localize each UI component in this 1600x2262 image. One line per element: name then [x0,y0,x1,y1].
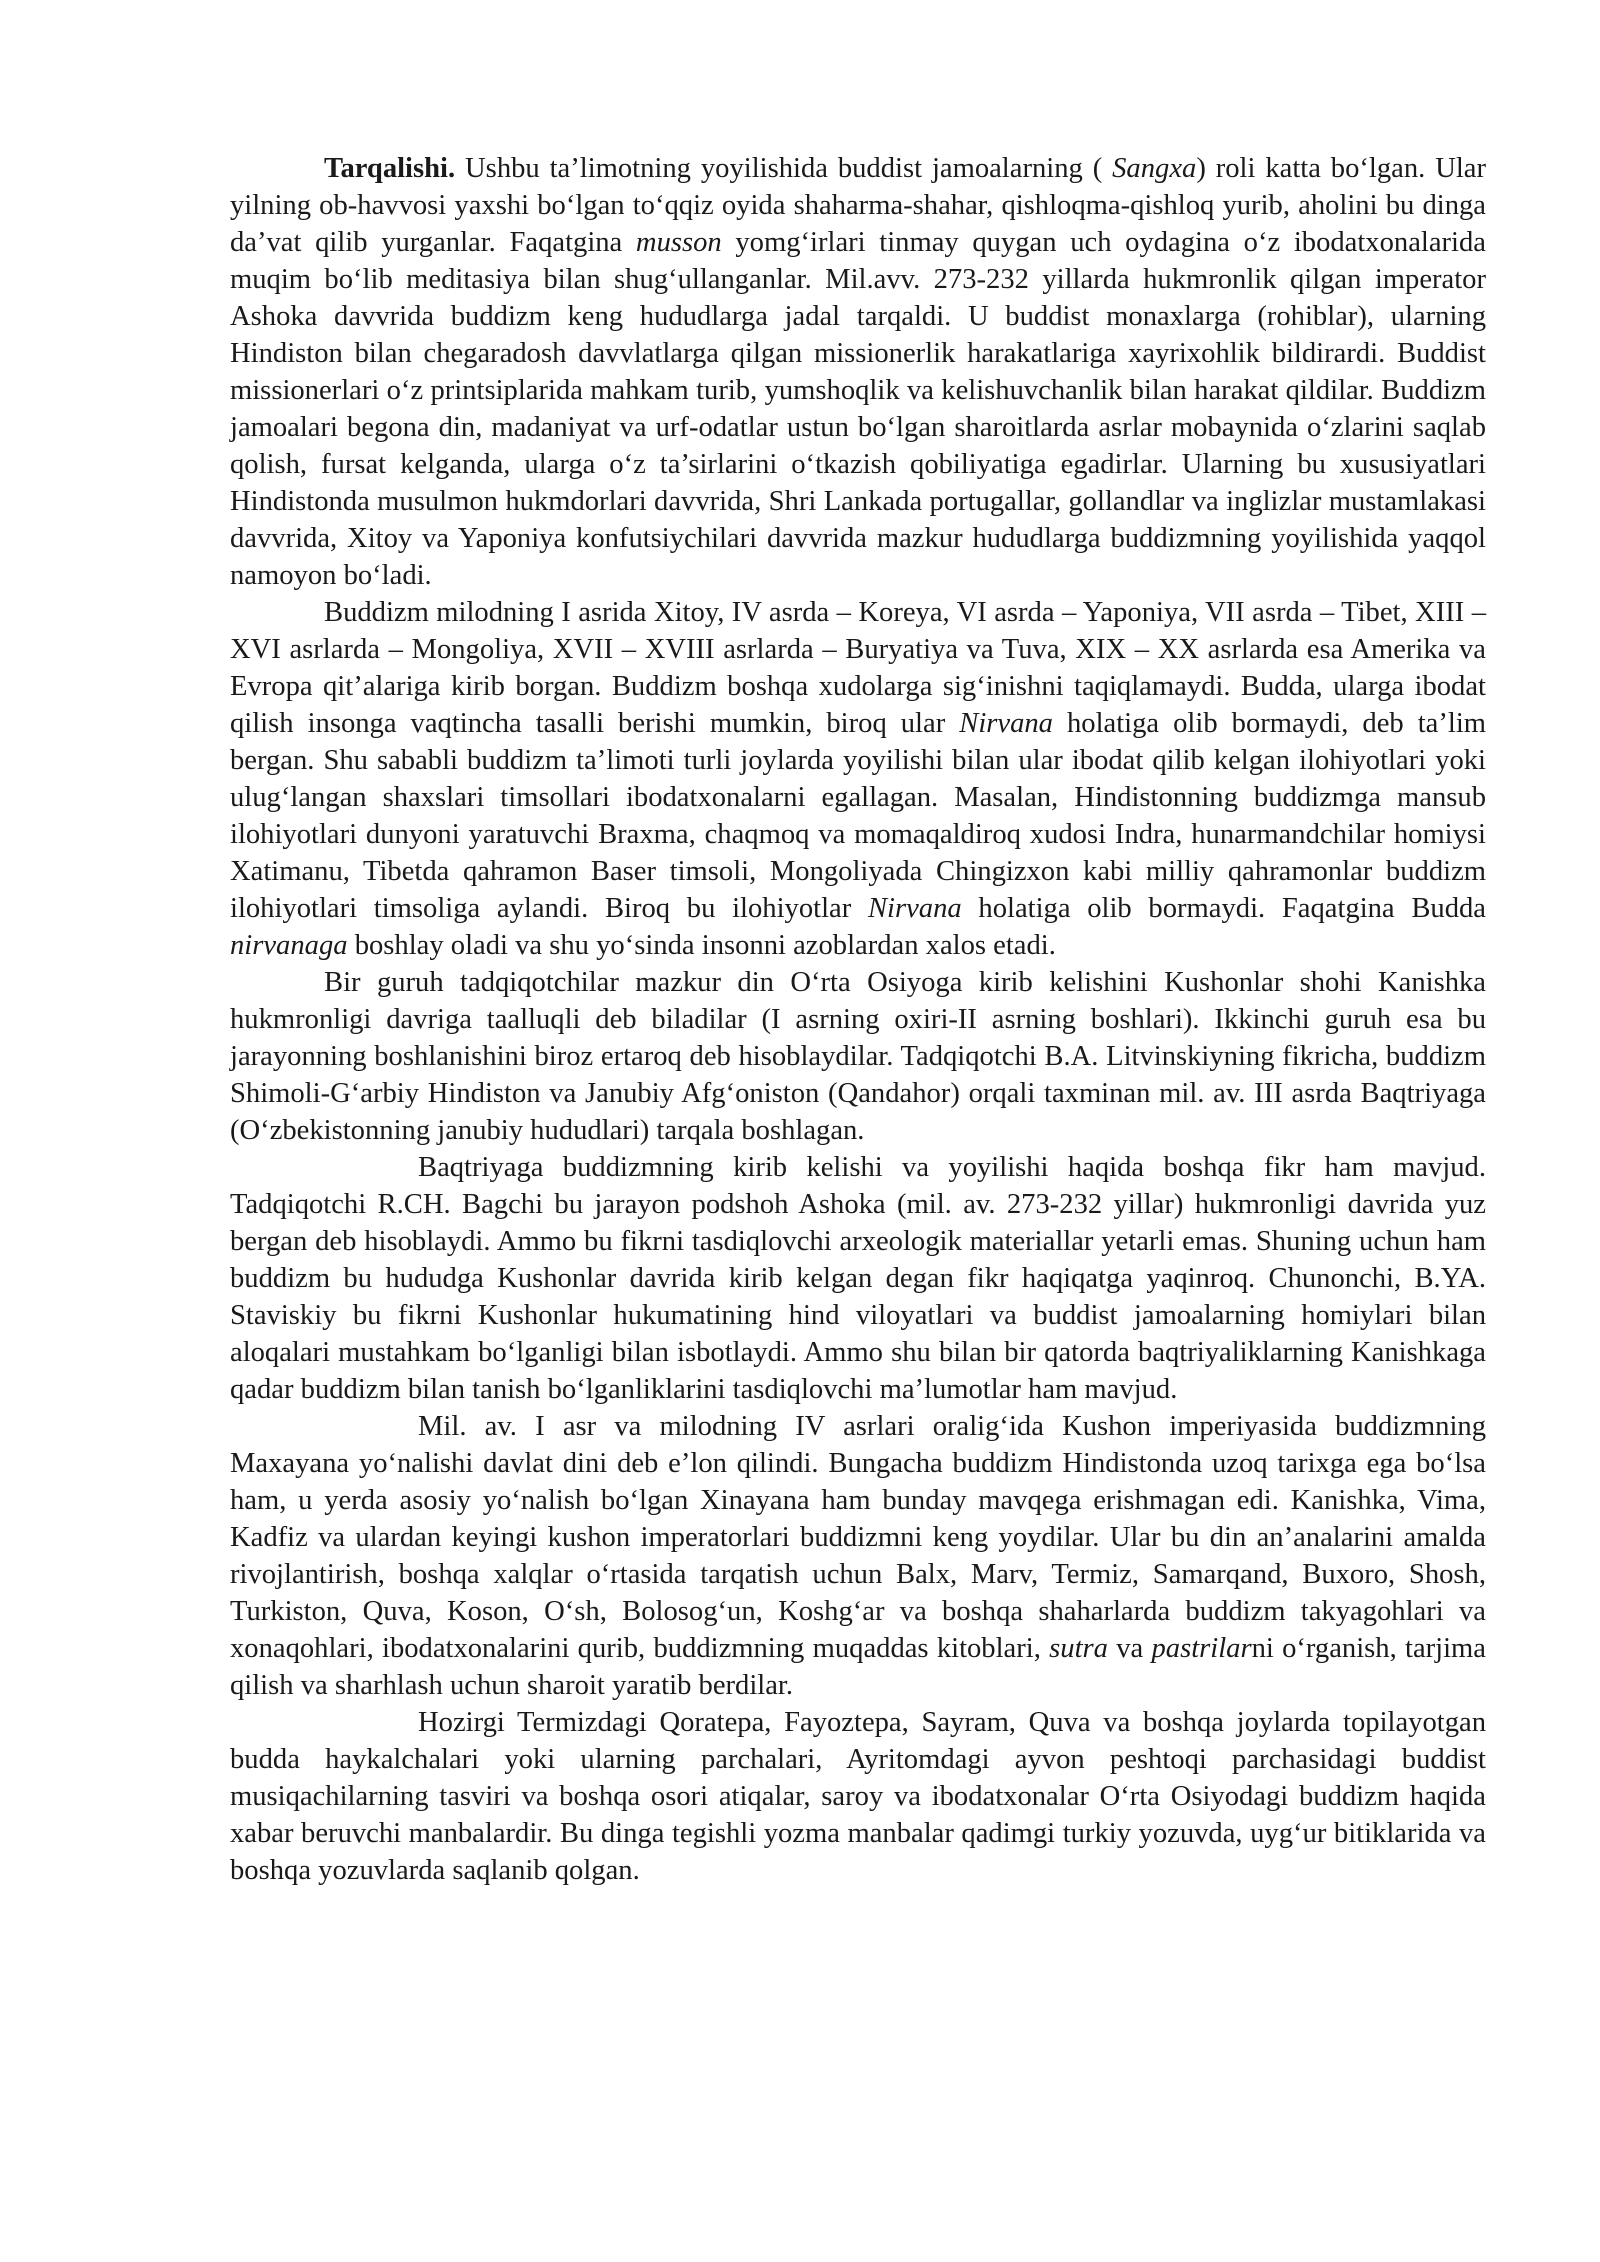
text-run: holatiga olib bormaydi. Faqatgina Budda [961,893,1486,924]
paragraph-tarqalishi [230,150,1486,594]
italic-term: sutra [1049,1633,1108,1664]
document-page [230,150,1486,1889]
paragraph-termiz [230,1704,1486,1889]
italic-term: musson [635,227,722,258]
section-heading: Tarqalishi. [324,153,456,184]
paragraph-researchers [230,964,1486,1149]
paragraph-buddizm-spread [230,594,1486,964]
text-run: holatiga olib bormaydi, deb ta’lim bergan. Shu sababli buddizm ta’limoti turli joylarda yoyilishi bilan ular ibodat qilib kelgan ilohiyotlari yoki ulug‘langan shaxslari timsollari ibodatxonalarni egallagan. Masalan, Hindistonning buddizmga mansub ilohiyotlari dunyoni yaratuvchi Braxma, chaqmoq va momaqaldiroq xudosi Indra, hunarmandchilar homiysi Xatimanu, Tibetda qahramon Baser timsoli, Mongoliyada Chingizxon kabi milliy qahramonlar buddizm ilohiyotlari timsoliga aylandi. Biroq bu ilohiyotlar [230,708,1487,924]
text-run: yomg‘irlari tinmay quygan uch oydagina o‘z ibodatxonalarida muqim bo‘lib meditasiya bilan shug‘ullanganlar. Mil.avv. 273-232 yillarda hukmronlik qilgan imperator Ashoka davvrida buddizm keng hududlarga jadal tarqaldi. U buddist monaxlarga (rohiblar), ularning Hindiston bilan chegaradosh davvlatlarga qilgan missionerlik harakatlariga xayrixohlik bildirardi. Buddist missionerlari o‘z printsiplarida mahkam turib, yumshoqlik va kelishuvchanlik bilan harakat qildilar. Buddizm jamoalari begona din, madaniyat va urf-odatlar ustun bo‘lgan sharoitlarda asrlar mobaynida o‘zlarini saqlab qolish, fursat kelganda, ularga o‘z ta’sirlarini o‘tkazish qobiliyatiga egadirlar. Ularning bu xususiyatlari Hindistonda musulmon hukmdorlari davvrida, Shri Lankada portugallar, gollandlar va inglizlar mustamlakasi davvrida, Xitoy va Yaponiya konfutsiychilari davvrida mazkur hududlarga buddizmning yoyilishida yaqqol namoyon bo‘ladi. [230,227,1486,591]
text-run: Ushbu ta’limotning yoyilishida buddist jamoalarning ( [455,153,1113,184]
text-run: ni o‘rganish, tarjima qilish va sharhlash uchun sharoit yaratib berdilar. [230,1633,1486,1701]
text-run: Hozirgi Termizdagi Qoratepa, Fayoztepa, Sayram, Quva va boshqa joylarda topilayotgan budda haykalchalari yoki ularning parchalari, Ayritomdagi ayvon peshtoqi parchasidagi buddist musiqachilarning tasviri va boshqa osori atiqalar, saroy va ibodatxonalar O‘rta Osiyodagi buddizm haqida xabar beruvchi manbalardir. Bu dinga tegishli yozma manbalar qadimgi turkiy yozuvda, uyg‘ur bitiklarida va boshqa yozuvlarda saqlanib qolgan. [230,1707,1486,1886]
text-run: ) roli katta bo‘lgan. Ular yilning ob-havvosi yaxshi bo‘lgan to‘qqiz oyida shaharma-shahar, qishloqma-qishloq yurib, aholini bu dinga da’vat qilib yurganlar. Faqatgina [230,153,1486,258]
paragraph-kushon [230,1408,1486,1704]
text-run: boshlay oladi va shu yo‘sinda insonni azoblardan xalos etadi. [347,930,1056,961]
italic-term: nirvanaga [230,930,348,961]
italic-term: Nirvana [959,708,1053,739]
text-run: va [1107,1633,1152,1664]
text-run: Buddizm milodning I asrida Xitoy, IV asrda – Koreya, VI asrda – Yaponiya, VII asrda – Tibet, XIII – XVI asrlarda – Mongoliya, XVII – XVIII asrlarda – Buryatiya va Tuva, XIX – XX asrlarda esa Amerika va Evropa qit’alariga kirib borgan. Buddizm boshqa xudolarga sig‘inishni taqiqlamaydi. Budda, ularga ibodat qilish insonga vaqtincha tasalli berishi mumkin, biroq ular [230,597,1486,739]
text-run: Mil. av. I asr va milodning IV asrlari oralig‘ida Kushon imperiyasida buddizmning Maxayana yo‘nalishi davlat dini deb e’lon qilindi. Bungacha buddizm Hindistonda uzoq tarixga ega bo‘lsa ham, u yerda asosiy yo‘nalish bo‘lgan Xinayana ham bunday mavqega erishmagan edi. Kanishka, Vima, Kadfiz va ulardan keyingi kushon imperatorlari buddizmni keng yoydilar. Ular bu din an’analarini amalda rivojlantirish, boshqa xalqlar o‘rtasida tarqatish uchun Balx, Marv, Termiz, Samarqand, Buxoro, Shosh, Turkiston, Quva, Koson, O‘sh, Bolosog‘un, Koshg‘ar va boshqa shaharlarda buddizm takyagohlari va xonaqohlari, ibodatxonalarini qurib, buddizmning muqaddas kitoblari, [230,1411,1486,1664]
italic-term: Nirvana [867,893,962,924]
paragraph-baqtriya [230,1149,1486,1408]
italic-term: Sangxa [1112,153,1197,184]
text-run: Bir guruh tadqiqotchilar mazkur din O‘rta Osiyoga kirib kelishini Kushonlar shohi Kanishka hukmronligi davriga taalluqli deb biladilar (I asrning oxiri-II asrning boshlari). Ikkinchi guruh esa bu jarayonning boshlanishini biroz ertaroq deb hisoblaydilar. Tadqiqotchi B.A. Litvinskiyning fikricha, buddizm Shimoli-G‘arbiy Hindiston va Janubiy Afg‘oniston (Qandahor) orqali taxminan mil. av. III asrda Baqtriyaga (O‘zbekistonning janubiy hududlari) tarqala boshlagan. [230,967,1486,1146]
italic-term: pastrilar [1151,1633,1252,1664]
text-run: Baqtriyaga buddizmning kirib kelishi va yoyilishi haqida boshqa fikr ham mavjud. Tadqiqotchi R.CH. Bagchi bu jarayon podshoh Ashoka (mil. av. 273-232 yillar) hukmronligi davrida yuz bergan deb hisoblaydi. Ammo bu fikrni tasdiqlovchi arxeologik materiallar yetarli emas. Shuning uchun ham buddizm bu hududga Kushonlar davrida kirib kelgan degan fikr haqiqatga yaqinroq. Chunonchi, B.YA. Staviskiy bu fikrni Kushonlar hukumatining hind viloyatlari va buddist jamoalarning homiylari bilan aloqalari mustahkam bo‘lganligi bilan isbotlaydi. Ammo shu bilan bir qatorda baqtriyaliklarning Kanishkaga qadar buddizm bilan tanish bo‘lganliklarini tasdiqlovchi ma’lumotlar ham mavjud. [230,1152,1486,1405]
